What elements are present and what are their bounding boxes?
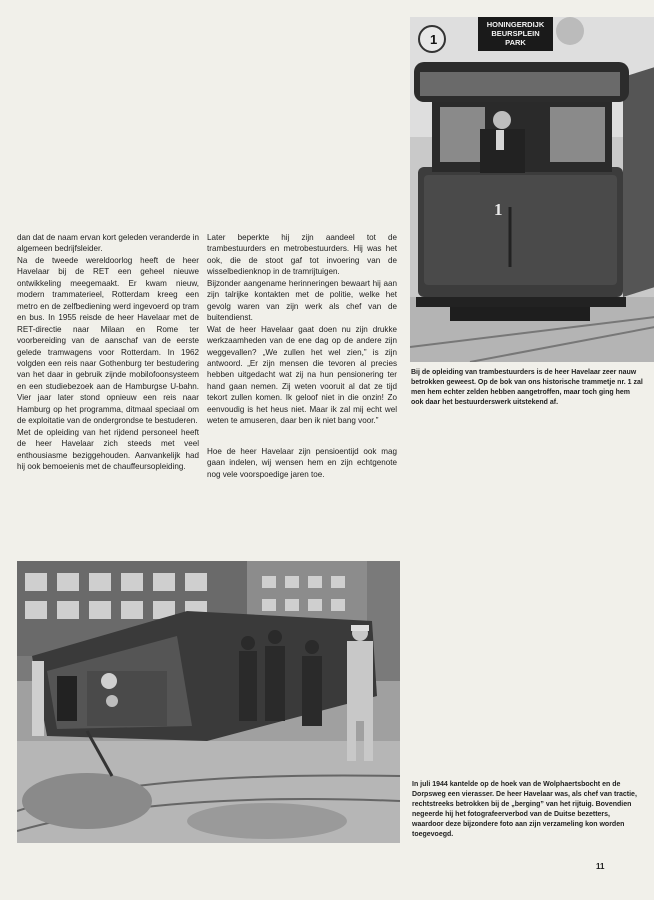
paragraph: Na de tweede wereldoorlog heeft de heer Havelaar bij de RET een geheel nieuwe ontwikkeling meegemaakt. Er kwam nieuw, modern trammaterieel, Rotterdam kreeg een metro en de zelfbediening werd ingevoerd op tram en bus. In 1955 reisde de heer Havelaar met de RET-directie naar Milaan en Rome ter voorbereiding van de aanschaf van de eerste gelede tramwagens voor Rotterdam. In 1962 volgden een reis naar Gothenburg ter bestudering van het daar in gebruik zijnde mobilofoonsysteem en een studiebezoek aan de Hamburgse U-bahn. Vier jaar later stond opnieuw een reis naar Hamburg op het programma, ditmaal speciaal om de exploitatie van de ondergrondse te bestuderen. [17,255,199,426]
paragraph: Bijzonder aangename herinneringen bewaart hij aan zijn talrijke kontakten met de politie, welke het gevolg waren van zijn werk als chef van de buitendienst. [207,278,397,323]
fleet-number: 1 [494,200,503,219]
paragraph: Wat de heer Havelaar gaat doen nu zijn drukke werkzaamheden van de ene dag op de andere zijn weggevallen? „We zullen het wel zien,” is zijn antwoord. „Er zijn mensen die tevoren al precies hebben uitgedacht wat zij na hun pensionering ter hand gaan nemen. Zij weten vooruit al dat ze tijd tekort zullen komen. Ik geloof niet in die onzin! Zo eenvoudig is het heus niet. Maar ik zal mij echt wel weten te amuseren, daar ben ik niet bang voor.” [207,324,397,426]
tram-photo [410,17,654,362]
paragraph: Later beperkte hij zijn aandeel tot de trambestuurders en metrobestuurders. Hij was het ook, die de stoot gaf tot invoering van de wisselbedienknop in de tramrijtuigen. [207,233,397,277]
closing-paragraph: Hoe de heer Havelaar zijn pensioentijd ook mag gaan indelen, wij wensen hem en zijn echtgenote nog vele voorspoedige jaren toe. [207,447,397,479]
article-column-left [17,232,199,473]
tram-photo-caption: Bij de opleiding van trambestuurders is de heer Havelaar zeer nauw betrokken geweest. Op de bok van ons historische trammetje nr. 1 zal men hem echter zelden hebben aangetroffen, maar toch ging hem ook daar het bestuurderswerk uitstekend af. [411,369,643,407]
paragraph: dan dat de naam ervan kort geleden veranderde in algemeen bedrijfsleider. [17,233,199,254]
overturned-tram-photo [17,561,400,843]
destination-sign [478,20,553,47]
destination-line: PARK [505,38,526,47]
route-number-sign: 1 [430,32,438,47]
article-closing [207,446,397,480]
overturned-tram-caption: In juli 1944 kantelde op de hoek van de Wolphaertsbocht en de Dorpsweg een vierasser. De heer Havelaar was, als chef van tractie, rechtstreeks betrokken bij de „berging” van het rijtuig. Bovendien negeerde hij het fotografeerverbod van de Duitse bezetters, waardoor deze bijzondere foto aan zijn verzameling kon worden toegevoegd. [412,781,637,839]
article-column-right [207,232,397,427]
paragraph: Met de opleiding van het rijdend personeel heeft de heer Havelaar zich steeds met veel enthousiasme beziggehouden. Aanvankelijk had hij ook bemoeienis met de chauffeursopleiding. [17,427,199,472]
destination-line: HONINGERDIJK [486,20,545,29]
destination-line: BEURSPLEIN [491,29,540,38]
page-number: 11 [596,862,605,871]
